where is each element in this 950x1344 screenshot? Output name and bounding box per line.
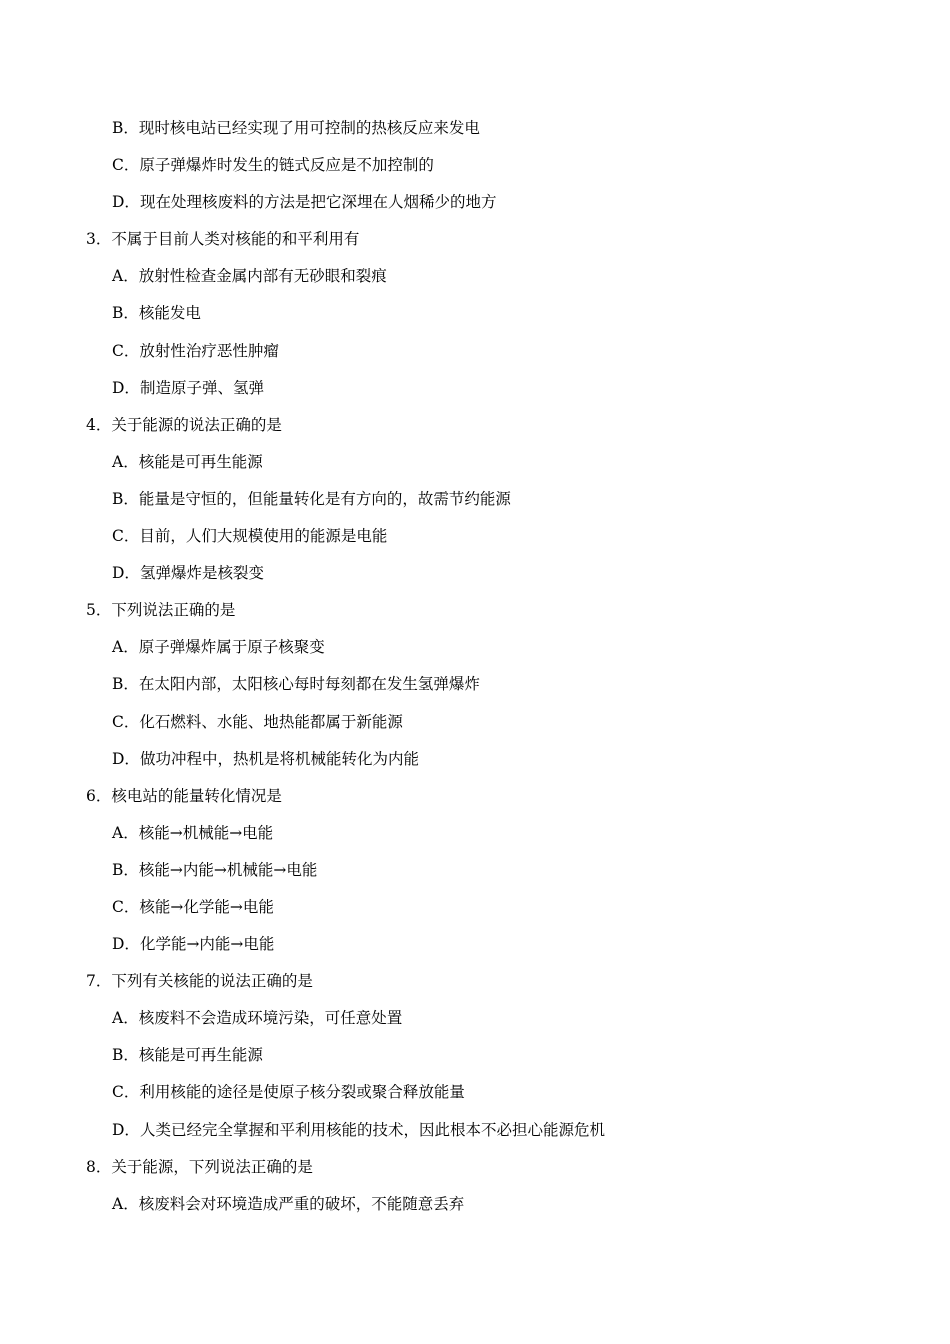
answer-option	[86, 337, 886, 374]
option-letter: A．	[112, 823, 139, 842]
answer-option	[86, 448, 886, 485]
answer-option	[86, 633, 886, 670]
question-number: 5．	[86, 601, 112, 620]
answer-option	[86, 114, 886, 151]
question-stem	[86, 967, 886, 1004]
option-text: 目前，人们大规模使用的能源是电能	[139, 527, 388, 546]
option-letter: D．	[112, 935, 140, 954]
option-text: 人类已经完全掌握和平利用核能的技术，因此根本不必担心能源危机	[139, 1120, 605, 1139]
option-text: 氢弹爆炸是核裂变	[139, 564, 264, 583]
option-letter: D．	[112, 193, 140, 212]
question-stem	[86, 782, 886, 819]
question-text: 核电站的能量转化情况是	[111, 786, 282, 805]
answer-option	[86, 745, 886, 782]
answer-option	[86, 485, 886, 522]
option-text: 原子弹爆炸时发生的链式反应是不加控制的	[139, 156, 434, 175]
question-stem	[86, 411, 886, 448]
option-text: 能量是守恒的，但能量转化是有方向的，故需节约能源	[138, 489, 511, 508]
question-stem	[86, 1153, 886, 1190]
option-text: 现在处理核废料的方法是把它深埋在人烟稀少的地方	[139, 193, 497, 212]
answer-option	[86, 1190, 886, 1227]
question-number: 8．	[86, 1157, 112, 1176]
answer-option	[86, 708, 886, 745]
question-stem	[86, 596, 886, 633]
question-list	[86, 114, 886, 1227]
option-letter: B．	[112, 1046, 139, 1065]
option-text: 放射性检查金属内部有无砂眼和裂痕	[138, 267, 387, 286]
option-letter: B．	[112, 304, 139, 323]
option-letter: A．	[112, 1009, 139, 1028]
option-letter: B．	[112, 675, 139, 694]
option-letter: B．	[112, 489, 139, 508]
option-text: 核能→内能→机械能→电能	[138, 860, 318, 879]
question-stem	[86, 225, 886, 262]
answer-option	[86, 559, 886, 596]
option-text: 核能→机械能→电能	[138, 823, 274, 842]
option-text: 核能是可再生能源	[138, 452, 263, 471]
answer-option	[86, 893, 886, 930]
answer-option	[86, 856, 886, 893]
option-text: 制造原子弹、氢弹	[139, 378, 264, 397]
question-text: 下列说法正确的是	[111, 601, 236, 620]
option-text: 化学能→内能→电能	[139, 935, 275, 954]
answer-option	[86, 670, 886, 707]
question-number: 3．	[86, 230, 112, 249]
option-letter: D．	[112, 378, 140, 397]
answer-option	[86, 1116, 886, 1153]
answer-option	[86, 374, 886, 411]
answer-option	[86, 1041, 886, 1078]
option-text: 利用核能的途径是使原子核分裂或聚合释放能量	[139, 1083, 465, 1102]
option-text: 化石燃料、水能、地热能都属于新能源	[139, 712, 403, 731]
question-text: 下列有关核能的说法正确的是	[111, 972, 313, 991]
option-text: 核废料会对环境造成严重的破坏，不能随意丢弃	[138, 1194, 465, 1213]
answer-option	[86, 1078, 886, 1115]
option-letter: B．	[112, 860, 139, 879]
option-letter: C．	[112, 341, 140, 360]
option-letter: A．	[112, 638, 139, 657]
option-text: 核能发电	[138, 304, 201, 323]
answer-option	[86, 188, 886, 225]
question-text: 关于能源的说法正确的是	[111, 415, 282, 434]
answer-option	[86, 819, 886, 856]
question-number: 6．	[86, 786, 112, 805]
option-text: 现时核电站已经实现了用可控制的热核反应来发电	[138, 119, 480, 137]
question-number: 7．	[86, 972, 112, 991]
question-text: 不属于目前人类对核能的和平利用有	[111, 230, 360, 249]
option-text: 放射性治疗恶性肿瘤	[139, 341, 279, 360]
option-letter: C．	[112, 156, 140, 175]
option-letter: B．	[112, 119, 139, 137]
option-text: 做功冲程中，热机是将机械能转化为内能	[139, 749, 419, 768]
answer-option	[86, 522, 886, 559]
option-text: 核能是可再生能源	[138, 1046, 263, 1065]
question-text: 关于能源，下列说法正确的是	[111, 1157, 313, 1176]
option-letter: D．	[112, 749, 140, 768]
option-text: 在太阳内部，太阳核心每时每刻都在发生氢弹爆炸	[138, 675, 480, 694]
option-letter: C．	[112, 1083, 140, 1102]
option-text: 原子弹爆炸属于原子核聚变	[138, 638, 325, 657]
option-letter: A．	[112, 452, 139, 471]
option-text: 核废料不会造成环境污染，可任意处置	[138, 1009, 403, 1028]
answer-option	[86, 151, 886, 188]
answer-option	[86, 262, 886, 299]
answer-option	[86, 930, 886, 967]
option-letter: C．	[112, 527, 140, 546]
option-letter: D．	[112, 564, 140, 583]
option-letter: C．	[112, 712, 140, 731]
option-letter: A．	[112, 1194, 139, 1213]
option-letter: D．	[112, 1120, 140, 1139]
answer-option	[86, 1004, 886, 1041]
option-letter: C．	[112, 897, 140, 916]
answer-option	[86, 299, 886, 336]
option-letter: A．	[112, 267, 139, 286]
question-number: 4．	[86, 415, 112, 434]
option-text: 核能→化学能→电能	[139, 897, 274, 916]
